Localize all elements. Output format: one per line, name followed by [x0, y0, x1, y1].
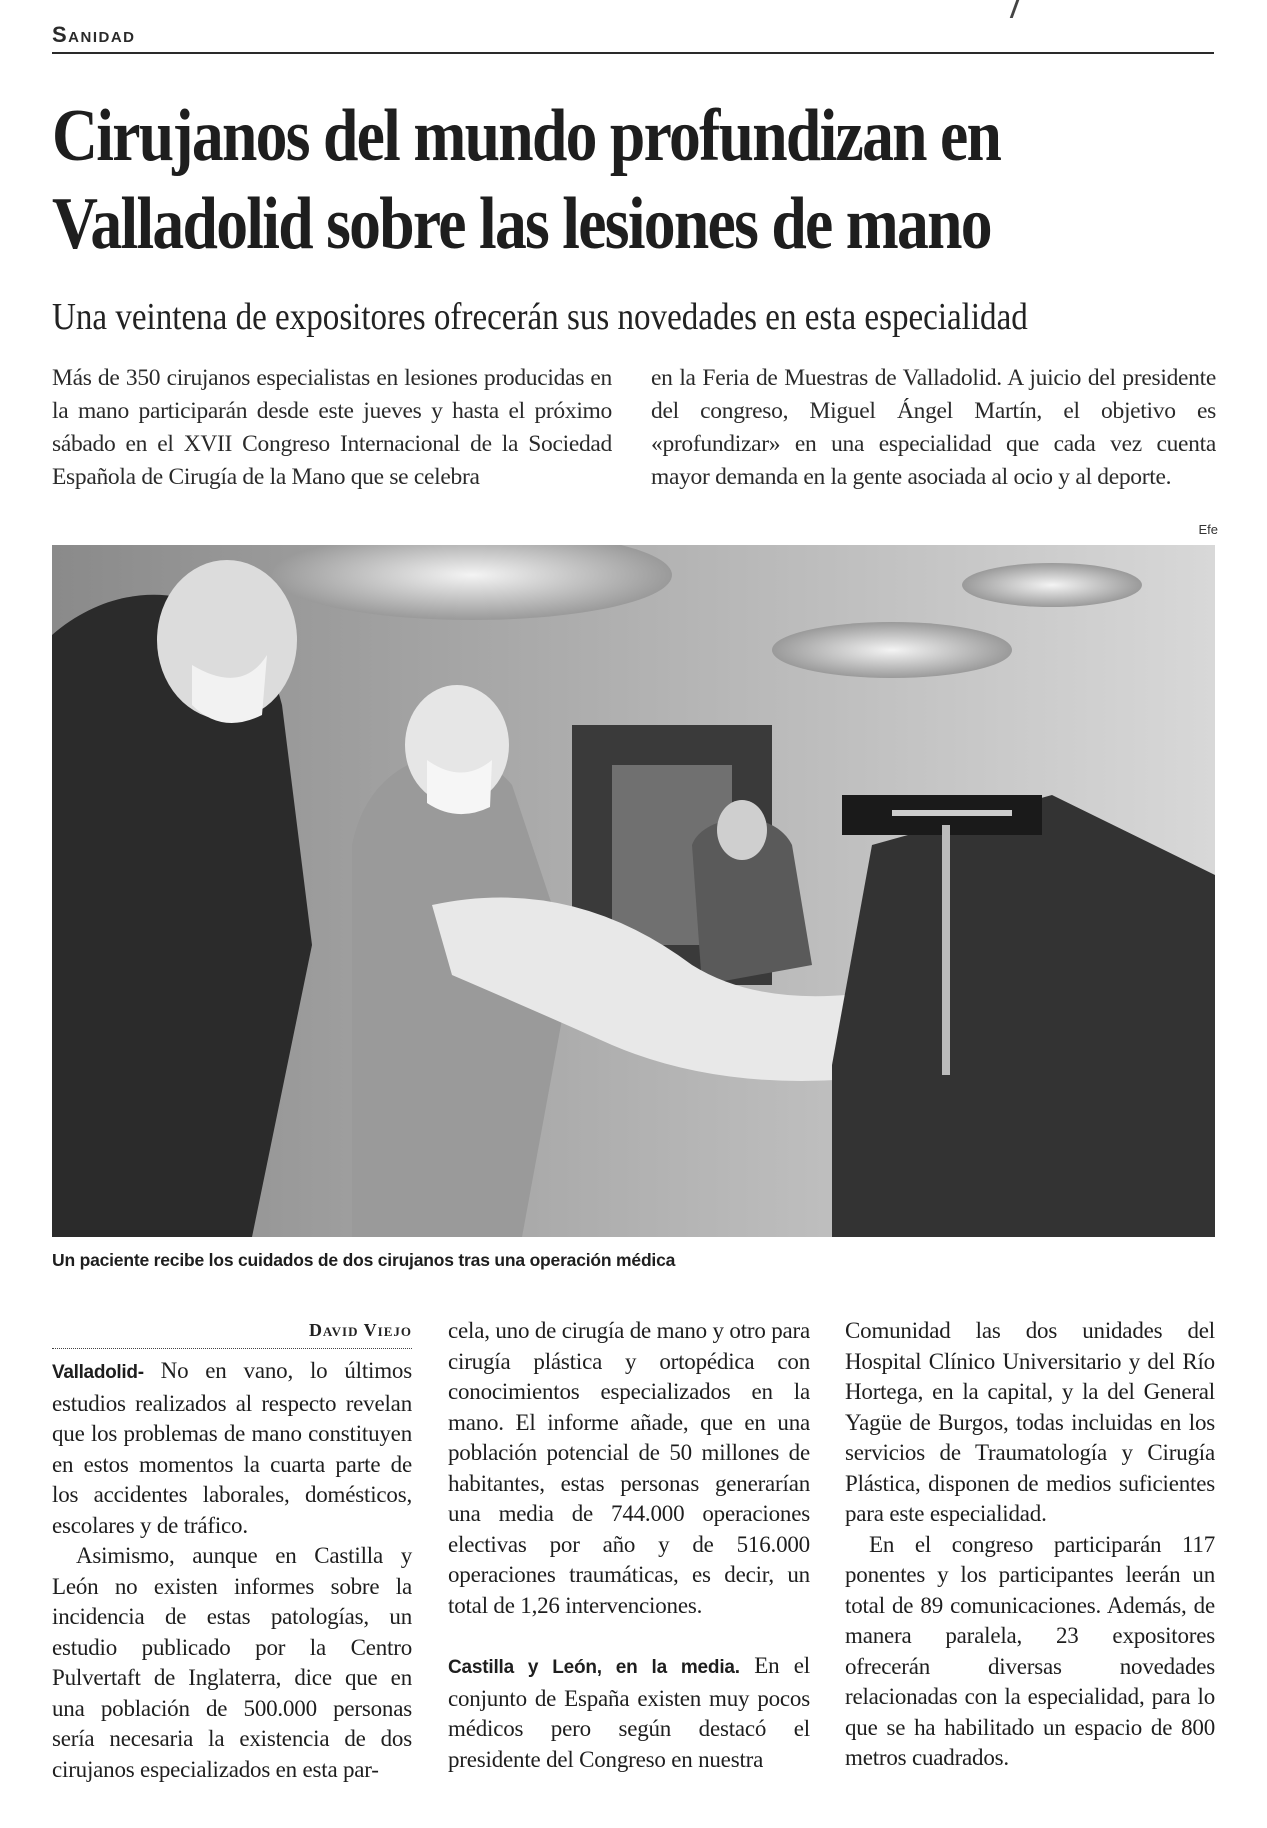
body-paragraph-5: Comunidad las dos unidades del Hospital Clínico Universitario y del Río Hortega, en la capital, y la del General Yagüe de Burgos, todas incluidas en los servicios de Traumatología y Cirugía Plástica, disponen de medios suficientes para este especialidad. [845, 1318, 1215, 1526]
lead-paragraph-left: Más de 350 cirujanos especialistas en lesiones producidas en la mano participarán desde este jueves y hasta el próximo sábado en el XVII Congreso Internacional de la Sociedad Española de Cirugía de la Mano que se celebra [52, 365, 612, 490]
photo-illustration [52, 545, 1215, 1237]
body-paragraph-2: Asimismo, aunque en Castilla y León no existen informes sobre la incidencia de estas patologías, un estudio publicado por la Centro Pulvertaft de Inglaterra, dice que en una población de 500.000 personas sería necesaria la existencia de dos cirujanos especializados en esta par- [52, 1543, 412, 1782]
section-rule [52, 52, 1214, 54]
stray-pen-mark [1010, 0, 1020, 18]
photo-credit: Efe [1198, 522, 1218, 537]
dateline: Valladolid- [52, 1362, 144, 1383]
photo-caption: Un paciente recibe los cuidados de dos cirujanos tras una operación médica [52, 1250, 676, 1270]
patient-body [832, 795, 1215, 1237]
byline: David Viejo [308, 1320, 412, 1340]
surgery-photo [52, 545, 1215, 1237]
body-paragraph-4: Castilla y León, en la media. En el conjunto de España existen muy pocos médicos pero según destacó el presidente del Congreso en nuestra [448, 1653, 810, 1772]
body-paragraph-1: Valladolid- No en vano, lo últimos estudios realizados al respecto revelan que los problemas de mano constituyen en estos momentos la cuarta parte de los accidentes laborales, domésticos, escolares y de tráfico. [52, 1358, 412, 1538]
subtitle: Una veintena de expositores ofrecerán sus novedades en esta especialidad [52, 296, 1028, 338]
subheading: Castilla y León, en la media. [448, 1657, 740, 1678]
surgical-lamp-right [772, 622, 1012, 678]
section-label: Sanidad [52, 22, 136, 47]
headline-line-2: Valladolid sobre las lesiones de mano [52, 183, 991, 265]
lead-paragraph-right: en la Feria de Muestras de Valladolid. A juicio del presidente del congreso, Miguel Ángel Martín, el objetivo es «profundizar» en una especialidad que cada vez cuenta mayor demanda en la gente asociada al ocio y al deporte. [651, 365, 1216, 490]
body-paragraph-3: cela, uno de cirugía de mano y otro para cirugía plástica y ortopédica con conocimientos especializados en la mano. El informe añade, que en una población potencial de 50 millones de habitantes, estas personas generarían una media de 744.000 operaciones electivas por año y de 516.000 operaciones traumáticas, es decir, un total de 1,26 intervenciones. [448, 1318, 810, 1618]
body-paragraph-6: En el congreso participarán 117 ponentes y los participantes leerán un total de 89 comunicaciones. Además, de manera paralela, 23 expositores ofrecerán diversas novedades relacionadas con la especialidad, para lo que se ha habilitado un espacio de 800 metros cuadrados. [845, 1531, 1215, 1770]
headline [52, 92, 1067, 268]
headline-line-1: Cirujanos del mundo profundizan en [52, 95, 1001, 177]
body-column-3 [845, 1316, 1215, 1774]
body-column-2 [448, 1316, 810, 1775]
byline-rule [52, 1348, 412, 1349]
body-column-1 [52, 1356, 412, 1785]
